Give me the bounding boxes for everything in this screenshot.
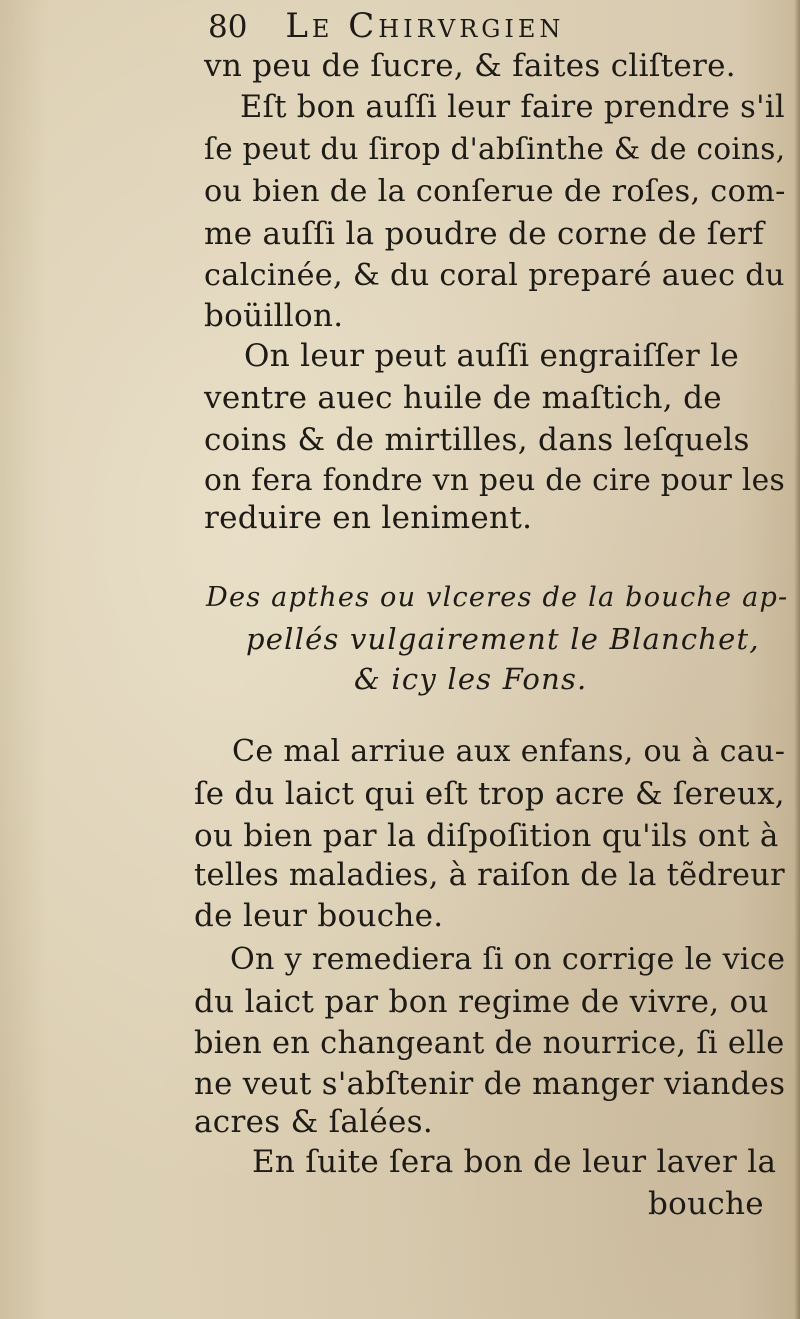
text-line: du laict par bon regime de vivre, ou [194,984,769,1020]
section-heading-line: & icy les Fons. [354,662,588,696]
text-line: On y remediera ſi on corrige le vice [230,942,786,977]
section-heading-line: pellés vulgairement le Blanchet, [246,622,760,656]
text-line: coins & de mirtilles, dans leſquels [204,422,750,458]
text-line: boüillon. [204,298,344,334]
text-line: Ce mal arriue aux enfans, ou à cau- [232,734,786,769]
text-line: me auſſi la poudre de corne de ſerf [204,216,765,252]
text-line: de leur bouche. [194,898,444,934]
page-number: 80 [208,9,248,45]
text-line: reduire en leniment. [204,500,533,536]
text-line: ou bien de la conſerue de roſes, com- [204,174,786,209]
section-heading-line: Des apthes ou vlceres de la bouche ap- [206,582,789,613]
running-header [208,6,564,46]
text-line: acres & ſalées. [194,1104,434,1140]
text-line: ſe du laict qui eſt trop acre & ſereux, [194,776,785,812]
text-line: telles maladies, à raiſon de la tẽdreur [194,858,785,893]
catchword: bouche [648,1186,764,1222]
text-line: On leur peut auſſi engraiſſer le [244,338,739,374]
text-line: ſe peut du ſirop d'abſinthe & de coins, [204,132,786,166]
text-line: ne veut s'abſtenir de manger viandes [194,1066,786,1102]
text-line: on fera fondre vn peu de cire pour les [204,462,786,497]
text-line: bien en changeant de nourrice, ſi elle [194,1026,785,1061]
text-line: Eſt bon auſſi leur faire prendre s'il [240,90,785,125]
running-title: Le Chirvrgien [285,6,565,46]
text-line: ventre auec huile de maſtich, de [204,380,722,416]
text-line: vn peu de ſucre, & faites cliſtere. [204,48,736,84]
page-edge-shadow [794,0,800,1319]
text-line: ou bien par la diſpoſition qu'ils ont à [194,818,779,854]
text-line: calcinée, & du coral preparé auec du [204,258,785,293]
text-line: En ſuite ſera bon de leur laver la [252,1144,777,1180]
